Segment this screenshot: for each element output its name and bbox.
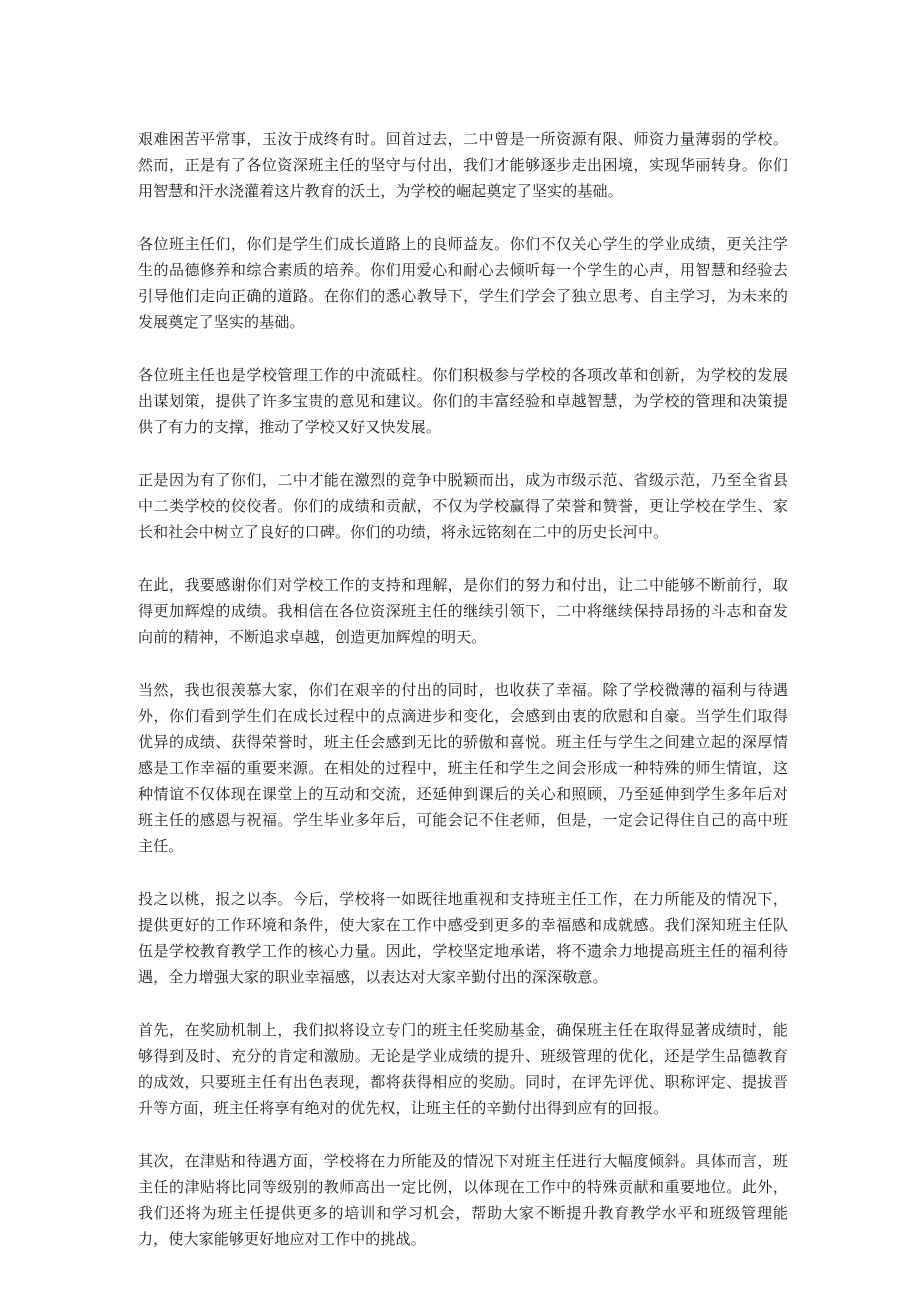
paragraph-2: 各位班主任们，你们是学生们成长道路上的良师益友。你们不仅关心学生的学业成绩，更关注学生的品德修养和综合素质的培养。你们用爱心和耐心去倾听每一个学生的心声，用智慧和经验去引导他们走向正确的道路。在你们的悉心教导下，学生们学会了独立思考、自主学习，为未来的发展奠定了坚实的基础。 [138,235,788,331]
paragraph-4: 正是因为有了你们，二中才能在激烈的竞争中脱颖而出，成为市级示范、省级示范，乃至全省县中二类学校的佼佼者。你们的成绩和贡献，不仅为学校赢得了荣誉和赞誉，更让学校在学生、家长和社会中树立了良好的口碑。你们的功绩，将永远铭刻在二中的历史长河中。 [138,471,788,541]
paragraph-5: 在此，我要感谢你们对学校工作的支持和理解，是你们的努力和付出，让二中能够不断前行，取得更加辉煌的成绩。我相信在各位资深班主任的继续引领下，二中将继续保持昂扬的斗志和奋发向前的精神，不断追求卓越，创造更加辉煌的明天。 [138,576,788,646]
paragraph-7: 投之以桃，报之以李。今后，学校将一如既往地重视和支持班主任工作，在力所能及的情况下，提供更好的工作环境和条件，使大家在工作中感受到更多的幸福感和成就感。我们深知班主任队伍是学校教育教学工作的核心力量。因此，学校坚定地承诺，将不遗余力地提高班主任的福利待遇，全力增强大家的职业幸福感，以表达对大家辛勤付出的深深敬意。 [138,890,788,986]
paragraph-8: 首先，在奖励机制上，我们拟将设立专门的班主任奖励基金，确保班主任在取得显著成绩时，能够得到及时、充分的肯定和激励。无论是学业成绩的提升、班级管理的优化，还是学生品德教育的成效，只要班主任有出色表现，都将获得相应的奖励。同时，在评先评优、职称评定、提拔晋升等方面，班主任将享有绝对的优先权，让班主任的辛勤付出得到应有的回报。 [138,1021,788,1117]
paragraph-9: 其次，在津贴和待遇方面，学校将在力所能及的情况下对班主任进行大幅度倾斜。具体而言，班主任的津贴将比同等级别的教师高出一定比例，以体现在工作中的特殊贡献和重要地位。此外，我们还将为班主任提供更多的培训和学习机会，帮助大家不断提升教育教学水平和班级管理能力，使大家能够更好地应对工作中的挑战。 [138,1152,788,1248]
paragraph-6: 当然，我也很羡慕大家，你们在艰辛的付出的同时，也收获了幸福。除了学校微薄的福利与待遇外，你们看到学生们在成长过程中的点滴进步和变化，会感到由衷的欣慰和自豪。当学生们取得优异的成绩、获得荣誉时，班主任会感到无比的骄傲和喜悦。班主任与学生之间建立起的深厚情感是工作幸福的重要来源。在相处的过程中，班主任和学生之间会形成一种特殊的师生情谊，这种情谊不仅体现在课堂上的互动和交流，还延伸到课后的关心和照顾，乃至延伸到学生多年后对班主任的感恩与祝福。学生毕业多年后，可能会记不住老师，但是，一定会记得住自己的高中班主任。 [138,681,788,855]
paragraph-1: 艰难困苦平常事，玉汝于成终有时。回首过去，二中曾是一所资源有限、师资力量薄弱的学校。然而，正是有了各位资深班主任的坚守与付出，我们才能够逐步走出困境，实现华丽转身。你们用智慧和汗水浇灌着这片教育的沃土，为学校的崛起奠定了坚实的基础。 [138,130,788,200]
paragraph-3: 各位班主任也是学校管理工作的中流砥柱。你们积极参与学校的各项改革和创新，为学校的发展出谋划策，提供了许多宝贵的意见和建议。你们的丰富经验和卓越智慧，为学校的管理和决策提供了有力的支撑，推动了学校又好又快发展。 [138,366,788,436]
